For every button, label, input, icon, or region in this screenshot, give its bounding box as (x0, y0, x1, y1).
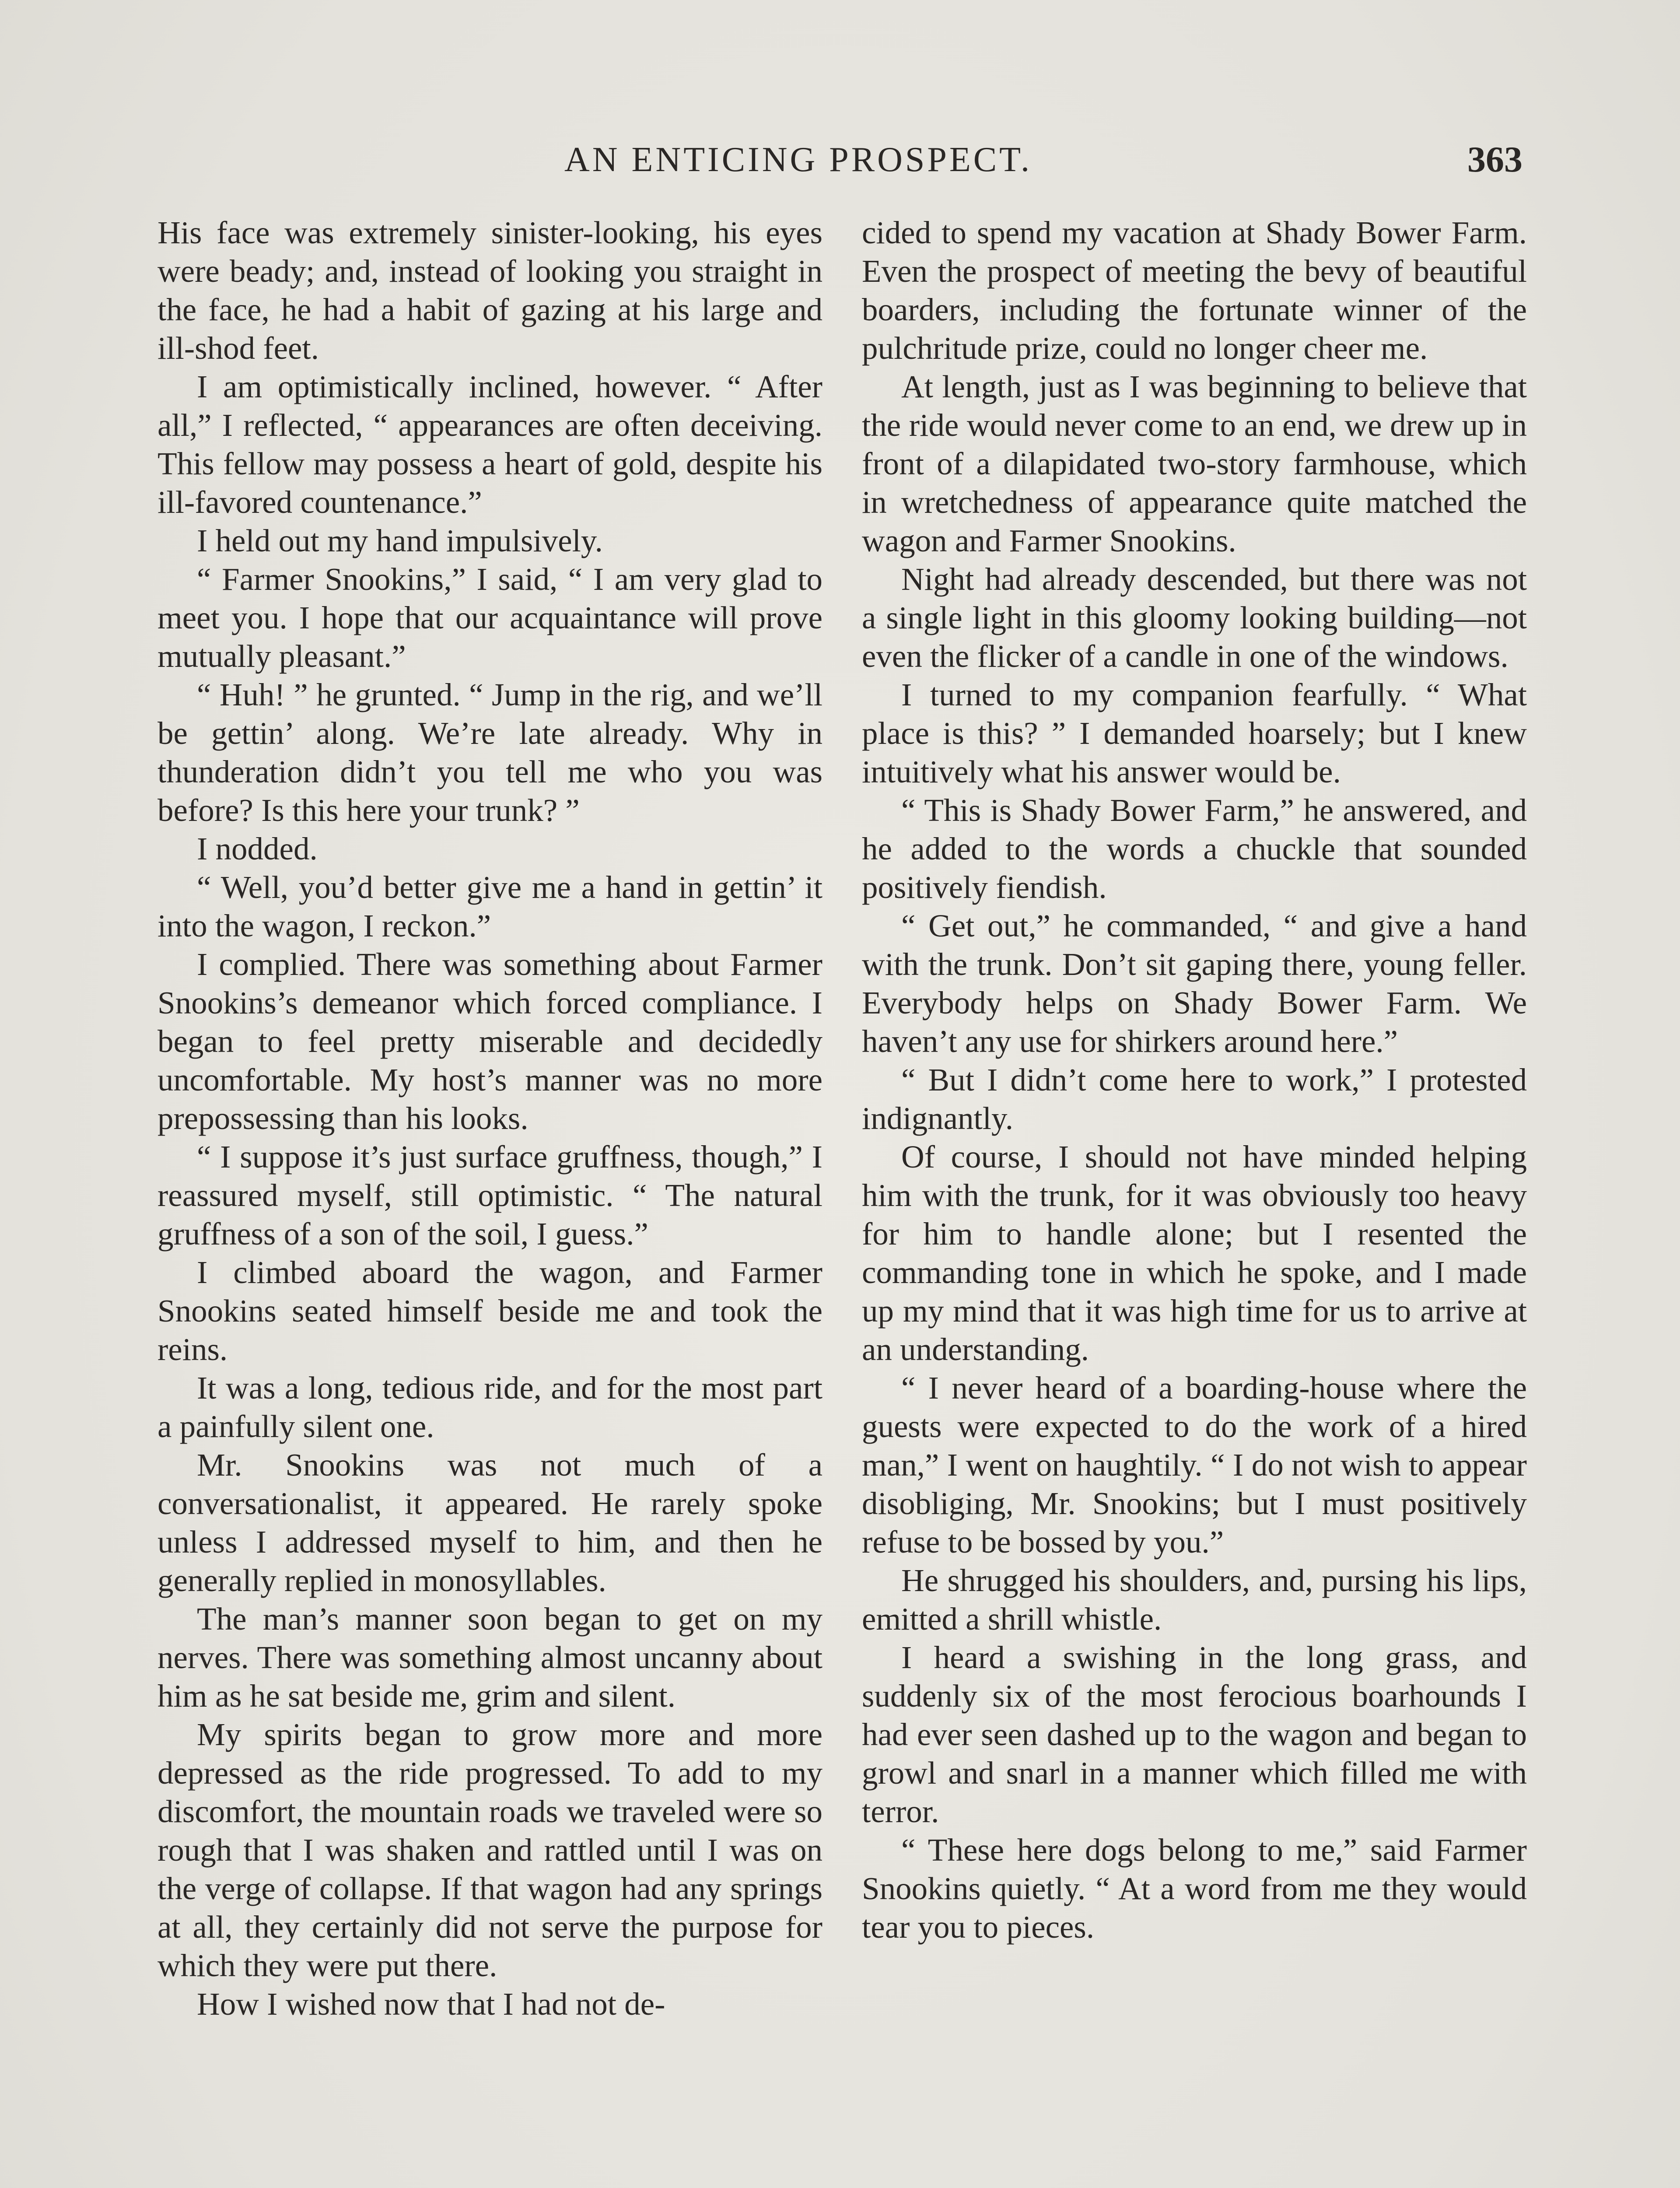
page-header (0, 131, 1680, 188)
paragraph: It was a long, tedious ride, and for the most part a painfully silent one. (158, 1370, 822, 1444)
paragraph: “ Huh! ” he grunted. “ Jump in the rig, and we’ll be gettin’ along. We’re late already. Why in thunderation didn’t you tell me who you was before? Is this here your trunk? ” (158, 677, 822, 828)
paragraph: I turned to my companion fearfully. “ What place is this? ” I demanded hoarsely; but I knew intuitively what his answer would be. (862, 677, 1527, 789)
paragraph: My spirits began to grow more and more depressed as the ride progressed. To add to my discomfort, the mountain roads we traveled were so rough that I was shaken and rattled until I was on the verge of collapse. If that wagon had any springs at all, they certainly did not serve the purpose for which they were put there. (158, 1717, 822, 1983)
paragraph: I held out my hand impulsively. (197, 523, 603, 558)
paragraph: “ I suppose it’s just surface gruffness, though,” I reassured myself, still optimistic. “ The natural gruffness of a son of the soil, I guess.” (158, 1139, 822, 1252)
left-column (158, 214, 822, 2023)
paragraph: cided to spend my vacation at Shady Bower Farm. Even the prospect of meeting the bevy of beautiful boarders, including the fortunate winner of the pulchritude prize, could no longer cheer me. (862, 215, 1527, 366)
paragraph: “ But I didn’t come here to work,” I protested indignantly. (862, 1062, 1527, 1136)
paragraph: “ This is Shady Bower Farm,” he answered, and he added to the words a chuckle that sounded positively fiendish. (862, 792, 1527, 905)
paragraph: Mr. Snookins was not much of a conversationalist, it appeared. He rarely spoke unless I addressed myself to him, and then he generally replied in monosyllables. (158, 1447, 822, 1598)
paragraph: “ Get out,” he commanded, “ and give a hand with the trunk. Don’t sit gaping there, young feller. Everybody helps on Shady Bower Farm. We haven’t any use for shirkers around here.” (862, 908, 1527, 1059)
paragraph: At length, just as I was beginning to believe that the ride would never come to an end, we drew up in front of a dilapidated two-story farmhouse, which in wretchedness of appearance quite matched the wagon and Farmer Snookins. (862, 369, 1527, 558)
paragraph: He shrugged his shoulders, and, pursing his lips, emitted a shrill whistle. (862, 1563, 1527, 1637)
paragraph: I complied. There was something about Farmer Snookins’s demeanor which forced compliance. I began to feel pretty miserable and decidedly uncomfortable. My host’s manner was no more prepossessing than his looks. (158, 947, 822, 1136)
paragraph: Of course, I should not have minded helping him with the trunk, for it was obviously too heavy for him to handle alone; but I resented the commanding tone in which he spoke, and I made up my mind that it was high time for us to arrive at an understanding. (862, 1139, 1527, 1367)
paragraph: I heard a swishing in the long grass, and suddenly six of the most ferocious boarhounds I had ever seen dashed up to the wagon and began to growl and snarl in a manner which filled me with terror. (862, 1640, 1527, 1829)
paragraph: The man’s manner soon began to get on my nerves. There was something almost uncanny about him as he sat beside me, grim and silent. (158, 1601, 822, 1714)
page-number: 363 (1467, 139, 1522, 180)
paragraph: His face was extremely sinister-looking, his eyes were beady; and, instead of looking you straight in the face, he had a habit of gazing at his large and ill-shod feet. (158, 215, 822, 366)
paragraph: I am optimistically inclined, however. “ After all,” I reflected, “ appearances are often deceiving. This fellow may possess a heart of gold, despite his ill-favored countenance.” (158, 369, 822, 520)
paragraph: How I wished now that I had not de- (197, 1986, 665, 2022)
running-title: AN ENTICING PROSPECT. (564, 140, 1032, 179)
right-column (862, 214, 1527, 1946)
paragraph: I climbed aboard the wagon, and Farmer Snookins seated himself beside me and took the reins. (158, 1255, 822, 1367)
paragraph: “ These here dogs belong to me,” said Farmer Snookins quietly. “ At a word from me they would tear you to pieces. (862, 1832, 1527, 1945)
paragraph: “ I never heard of a boarding-house where the guests were expected to do the work of a hired man,” I went on haughtily. “ I do not wish to appear disobliging, Mr. Snookins; but I must positively refuse to be bossed by you.” (862, 1370, 1527, 1560)
paragraph: “ Farmer Snookins,” I said, “ I am very glad to meet you. I hope that our acquaintance will prove mutually pleasant.” (158, 561, 822, 674)
paragraph: “ Well, you’d better give me a hand in gettin’ it into the wagon, I reckon.” (158, 870, 822, 943)
paragraph: Night had already descended, but there was not a single light in this gloomy looking building—not even the flicker of a candle in one of the windows. (862, 561, 1527, 674)
paragraph: I nodded. (197, 831, 318, 866)
